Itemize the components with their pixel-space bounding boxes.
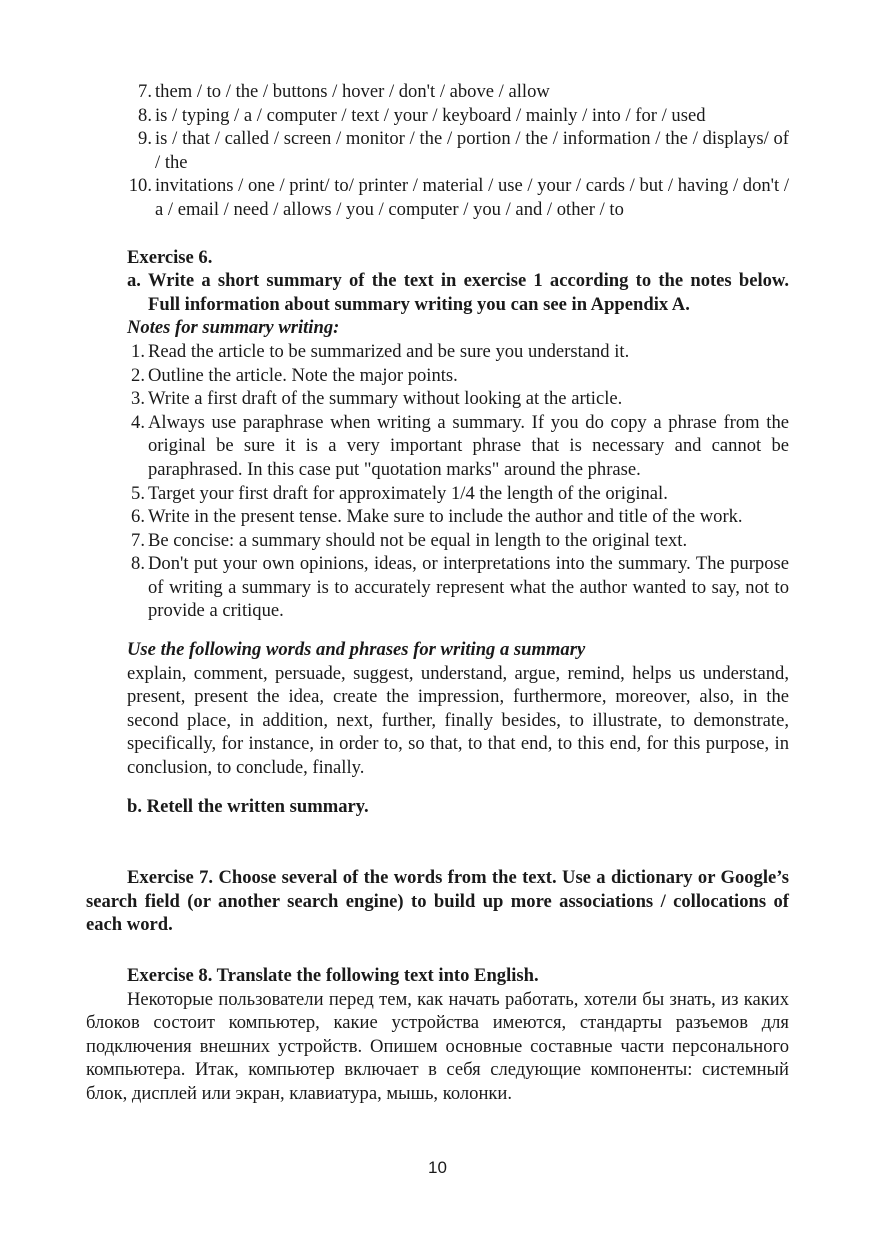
exercise-8	[86, 964, 789, 1106]
exercise-8-text: Некоторые пользователи перед тем, как начать работать, хотели бы знать, из каких блоков состоит компьютер, какие устройства имеются, стандарты разъемов для подключения внешних устройств. Опишем основные составные части персонального компьютера. Итак, компьютер включает в себя следующие компоненты: системный блок, дисплей или экран, клавиатура, мышь, колонки.	[86, 988, 789, 1104]
phrases-title: Use the following words and phrases for writing a summary	[127, 639, 586, 661]
note-number: 3.	[131, 388, 145, 410]
list-item-number: 7.	[138, 81, 152, 102]
note-text: Don't put your own opinions, ideas, or interpretations into the summary. The purpose of writing a summary is to accurately represent what the author wanted to say, not to provide a critique.	[148, 553, 789, 622]
note-text: Outline the article. Note the major points.	[148, 364, 458, 386]
note-text: Read the article to be summarized and be sure you understand it.	[148, 340, 630, 362]
note-number: 7.	[131, 529, 145, 551]
task-a-label: a.	[127, 270, 141, 292]
note-text: Be concise: a summary should not be equal in length to the original text.	[148, 529, 688, 551]
page-number: 10	[428, 1158, 447, 1177]
list-item-number: 10.	[128, 175, 152, 197]
note-number: 4.	[131, 411, 145, 433]
list-item-text: is / typing / a / computer / text / your / keyboard / mainly / into / for / used	[155, 104, 706, 126]
exercise-7: Exercise 7. Choose several of the words from the text. Use a dictionary or Google’s search field (or another search engine) to build up more associations / collocations of each word.	[86, 867, 789, 936]
note-text: Always use paraphrase when writing a summary. If you do copy a phrase from the original be sure it is a very important phrase that is necessary and cannot be paraphrased. In this case put "quotation marks" around the phrase.	[148, 411, 789, 480]
note-item	[86, 482, 789, 506]
list-item-text: is / that / called / screen / monitor / the / portion / the / information / the / displays/ of / the	[155, 128, 789, 173]
task-a-text: Write a short summary of the text in exercise 1 according to the notes below. Full information about summary writing you can see in Appendix A.	[148, 270, 789, 315]
list-item	[86, 127, 789, 174]
exercise-6-title: Exercise 6.	[127, 246, 213, 268]
list-item	[86, 104, 789, 128]
note-number: 2.	[131, 364, 145, 386]
note-item	[86, 387, 789, 411]
note-text: Target your first draft for approximately 1/4 the length of the original.	[148, 482, 668, 504]
exercise-6	[86, 246, 789, 819]
note-number: 1.	[131, 340, 145, 362]
note-item	[86, 552, 789, 623]
exercise-6-task-a	[86, 269, 789, 316]
notes-list	[86, 340, 789, 623]
note-number: 6.	[131, 506, 145, 528]
note-number: 5.	[131, 482, 145, 504]
note-item	[86, 505, 789, 529]
note-text: Write in the present tense. Make sure to include the author and title of the work.	[148, 506, 743, 528]
list-item	[86, 80, 789, 104]
exercise-6-task-b: b. Retell the written summary.	[127, 795, 369, 817]
exercise-8-title: Exercise 8. Translate the following text into English.	[127, 965, 539, 986]
note-item	[86, 529, 789, 553]
note-number: 8.	[131, 553, 145, 575]
list-item-number: 9.	[138, 128, 152, 150]
list-item-number: 8.	[138, 104, 152, 126]
note-text: Write a first draft of the summary without looking at the article.	[148, 388, 623, 410]
note-item	[86, 340, 789, 364]
list-item	[86, 174, 789, 221]
note-item	[86, 411, 789, 482]
notes-title: Notes for summary writing:	[127, 317, 340, 339]
page-content	[86, 80, 789, 1106]
list-item-text: invitations / one / print/ to/ printer / material / use / your / cards / but / having / don't / a / email / need / allows / you / computer / you / and / other / to	[155, 175, 789, 220]
word-order-list	[86, 80, 789, 222]
note-item	[86, 364, 789, 388]
phrases-text: explain, comment, persuade, suggest, understand, argue, remind, helps us understand, present, present the idea, create the impression, furthermore, moreover, also, in the second place, in addition, next, further, finally besides, to illustrate, to demonstrate, specifically, for instance, in order to, so that, to that end, to this end, for this purpose, in conclusion, to conclude, finally.	[127, 662, 789, 779]
list-item-text: them / to / the / buttons / hover / don't / above / allow	[155, 81, 550, 102]
